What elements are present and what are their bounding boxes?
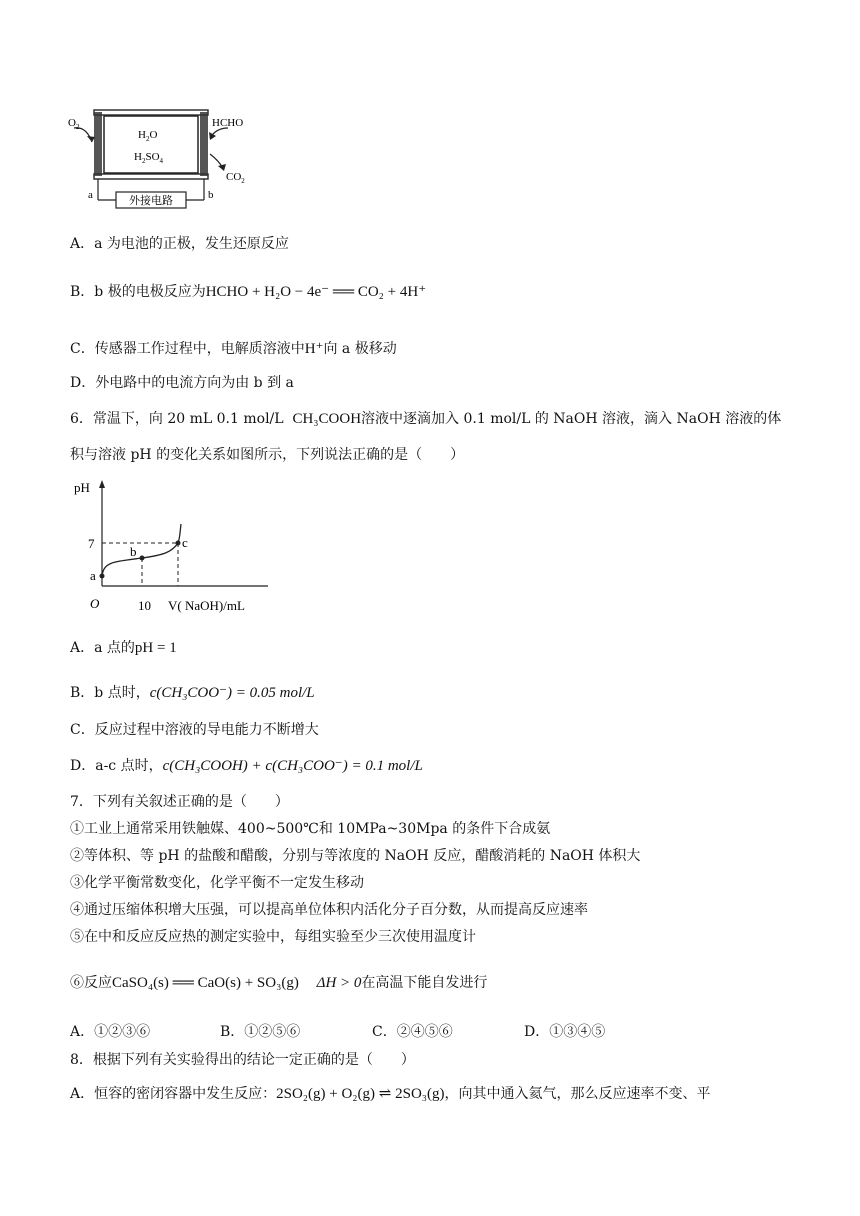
q6-option-a-equation: pH = 1	[134, 640, 177, 656]
q7-option-b: B．①②⑤⑥	[220, 1024, 301, 1040]
q7-statement-5: ⑤在中和反应反应热的测定实验中，每组实验至少三次使用温度计	[70, 929, 476, 945]
q7-statement-6-text: ⑥反应	[70, 975, 112, 991]
q7-options	[70, 1022, 605, 1042]
point-b-label: b	[130, 544, 137, 559]
q5-option-b-text: B．b 极的电极反应为	[70, 284, 206, 300]
q5-option-c-text: C．传感器工作过程中，电解质溶液中	[70, 341, 305, 357]
q5-option-c	[70, 339, 397, 359]
q6-stem-a: 6．常温下，向 20 mL 0.1 mol/L	[70, 411, 284, 427]
q5-option-d: D．外电路中的电流方向为由 b 到 a	[70, 375, 294, 391]
q6-stem-b: 溶液中逐滴加入 0.1 mol/L 的 NaOH 溶液，滴入 NaOH 溶液的体	[361, 411, 782, 427]
q5-option-c-ion: H⁺	[304, 341, 324, 357]
q6-option-b-equation: c(CH₃COO⁻) = 0.05 mol/L	[149, 685, 315, 701]
point-b	[140, 556, 145, 561]
q6-option-d-equation: c(CH₃COOH) + c(CH₃COO⁻) = 0.1 mol/L	[162, 758, 423, 774]
q7-statement-6-dh: ΔH > 0	[316, 975, 362, 991]
q7-statement-4: ④通过压缩体积增大压强，可以提高单位体积内活化分子百分数，从而提高反应速率	[70, 902, 588, 918]
q7-stem: 7．下列有关叙述正确的是（ ）	[70, 794, 289, 810]
electrode-a	[94, 112, 102, 176]
q8-option-a-equation: 2SO₂(g) + O₂(g) ⇌ 2SO₃(g)	[276, 1086, 445, 1102]
label-a: a	[88, 189, 93, 201]
label-b: b	[208, 189, 214, 201]
q5-option-c-tail: 向 a 极移动	[323, 341, 397, 357]
q8-option-a-text: A．恒容的密闭容器中发生反应：	[70, 1086, 277, 1102]
q6-option-a	[70, 638, 177, 658]
q7-option-a: A．①②③⑥	[70, 1024, 151, 1040]
q7-statement-3: ③化学平衡常数变化，化学平衡不一定发生移动	[70, 875, 364, 891]
q7-option-d: D．①③④⑤	[524, 1024, 606, 1040]
q6-option-c: C．反应过程中溶液的导电能力不断增大	[70, 722, 319, 738]
q8-option-a	[70, 1084, 711, 1104]
q6-stem-line2: 积与溶液 pH 的变化关系如图所示，下列说法正确的是（ ）	[70, 447, 465, 463]
hcho-label: HCHO	[212, 117, 244, 129]
point-c	[176, 541, 181, 546]
point-c-label: c	[182, 535, 188, 550]
q6-stem-formula: CH₃COOH	[292, 411, 362, 427]
fuel-cell-diagram	[68, 108, 268, 218]
q6-stem-line1	[70, 409, 781, 429]
q8-stem: 8．根据下列有关实验得出的结论一定正确的是（ ）	[70, 1052, 415, 1068]
q7-statement-6-equation: CaSO₄(s) ══ CaO(s) + SO₃(g)	[112, 975, 299, 991]
y-tick-7: 7	[88, 536, 95, 551]
x-axis-label: V( NaOH)/mL	[168, 598, 245, 613]
q6-option-b-text: B．b 点时，	[70, 685, 150, 701]
q7-statement-6-tail: 在高温下能自发进行	[361, 975, 488, 991]
x-tick-10: 10	[138, 598, 151, 613]
q6-option-d-text: D．a-c 点时，	[70, 758, 163, 774]
co2-label: $CO_2$	[226, 171, 245, 185]
external-circuit-label: 外接电路	[129, 194, 173, 207]
q7-option-c: C．②④⑤⑥	[372, 1024, 453, 1040]
q7-statement-1: ①工业上通常采用铁触媒、400~500℃和 10MPa~30Mpa 的条件下合成氨	[70, 821, 551, 837]
q6-option-b	[70, 683, 315, 703]
q7-statement-6	[70, 973, 487, 993]
origin-label: O	[90, 596, 100, 611]
q8-option-a-tail: ，向其中通入氦气，那么反应速率不变、平	[444, 1086, 711, 1102]
h2so4-label: $H_2SO_4$	[134, 151, 164, 165]
q6-option-d	[70, 756, 423, 776]
q6-option-a-text: A．a 点的	[70, 640, 135, 656]
q5-option-b	[70, 282, 426, 302]
electrode-b	[200, 112, 208, 176]
o2-label: $O_2$	[68, 117, 80, 131]
q5-option-b-equation: HCHO + H₂O − 4e⁻ ══ CO₂ + 4H⁺	[205, 284, 427, 300]
y-axis-label: pH	[74, 480, 90, 495]
electrolyte-chamber	[104, 116, 198, 173]
q5-option-a: A．a 为电池的正极，发生还原反应	[70, 236, 289, 252]
point-a-label: a	[90, 568, 96, 583]
q7-statement-2: ②等体积、等 pH 的盐酸和醋酸，分别与等浓度的 NaOH 反应，醋酸消耗的 NaOH 体积大	[70, 848, 641, 864]
h2o-label: $H_2O$	[138, 129, 158, 143]
point-a	[100, 574, 105, 579]
titration-curve-chart	[68, 476, 288, 618]
